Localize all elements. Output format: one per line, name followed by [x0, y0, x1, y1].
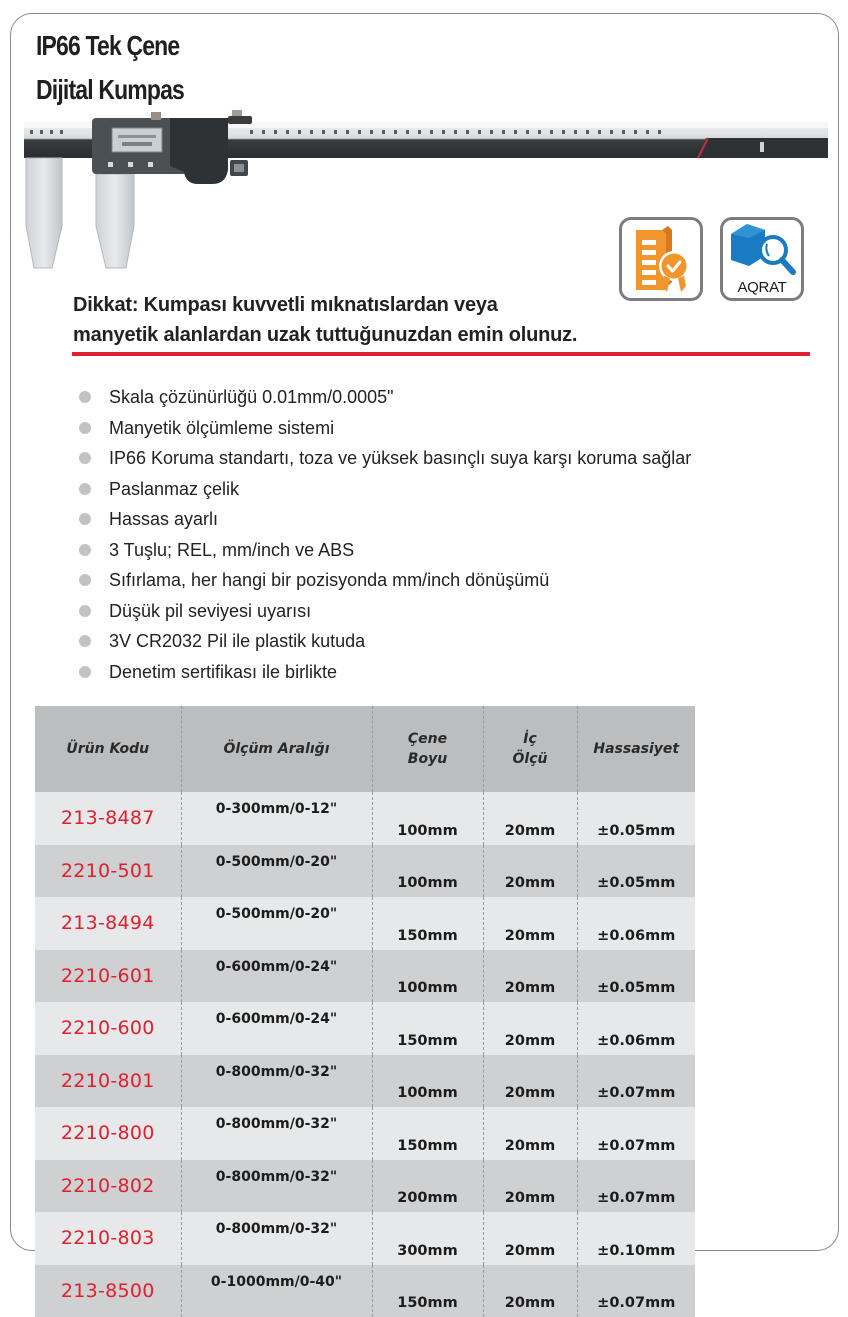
cell-product-code: 2210-600 — [35, 1002, 181, 1055]
header-accuracy: Hassasiyet — [577, 706, 695, 792]
caliper-lcd — [112, 128, 162, 152]
cell-product-code: 213-8500 — [35, 1265, 181, 1317]
cell-accuracy: ±0.07mm — [577, 1265, 695, 1317]
table-row — [35, 792, 695, 845]
cell-jaw-length: 100mm — [372, 1055, 483, 1108]
feature-text: Denetim sertifikası ile birlikte — [109, 662, 337, 682]
feature-item — [76, 565, 691, 596]
cell-inner-measure: 20mm — [483, 845, 577, 898]
cell-jaw-length: 150mm — [372, 1265, 483, 1317]
caliper-fixed-jaw — [26, 158, 62, 268]
table-row — [35, 1265, 695, 1317]
header-inner-measure — [483, 706, 577, 792]
cell-jaw-length: 150mm — [372, 897, 483, 950]
cell-inner-measure: 20mm — [483, 1002, 577, 1055]
table-row — [35, 1055, 695, 1108]
cell-product-code: 2210-800 — [35, 1107, 181, 1160]
header-jaw-line1: Çene — [408, 731, 447, 747]
product-title-line1: IP66 Tek Çene — [36, 30, 179, 62]
caliper-sliding-jaw — [96, 174, 134, 268]
cell-accuracy: ±0.07mm — [577, 1055, 695, 1108]
product-title-line2: Dijital Kumpas — [36, 74, 184, 106]
cell-product-code: 2210-801 — [35, 1055, 181, 1108]
table-row — [35, 1107, 695, 1160]
cell-inner-measure: 20mm — [483, 1055, 577, 1108]
certificate-building-icon — [622, 220, 700, 298]
cell-accuracy: ±0.05mm — [577, 792, 695, 845]
cell-product-code: 2210-501 — [35, 845, 181, 898]
warning-text — [73, 290, 577, 350]
header-jaw-line2: Boyu — [408, 751, 447, 767]
feature-text: Paslanmaz çelik — [109, 479, 239, 499]
feature-text: Skala çözünürlüğü 0.01mm/0.0005" — [109, 387, 394, 407]
bullet-icon — [79, 452, 91, 464]
bullet-icon — [79, 635, 91, 647]
bullet-icon — [79, 483, 91, 495]
warning-line1: Dikkat: Kumpası kuvvetli mıknatıslardan veya — [73, 290, 577, 320]
red-divider — [72, 352, 810, 356]
feature-list — [76, 382, 691, 687]
cell-product-code: 2210-802 — [35, 1160, 181, 1213]
feature-item — [76, 626, 691, 657]
cell-product-code: 213-8494 — [35, 897, 181, 950]
spec-table — [35, 706, 695, 1317]
feature-item — [76, 474, 691, 505]
cell-measuring-range: 0-300mm/0-12" — [181, 792, 372, 845]
bullet-icon — [79, 544, 91, 556]
feature-text: 3V CR2032 Pil ile plastik kutuda — [109, 631, 365, 651]
cell-jaw-length: 150mm — [372, 1107, 483, 1160]
cell-inner-measure: 20mm — [483, 897, 577, 950]
cell-accuracy: ±0.07mm — [577, 1107, 695, 1160]
feature-text: Hassas ayarlı — [109, 509, 218, 529]
feature-item — [76, 535, 691, 566]
cell-measuring-range: 0-600mm/0-24" — [181, 950, 372, 1003]
bullet-icon — [79, 391, 91, 403]
cell-jaw-length: 100mm — [372, 792, 483, 845]
header-inner-line1: İç — [523, 731, 537, 747]
cell-jaw-length: 200mm — [372, 1160, 483, 1213]
cell-accuracy: ±0.10mm — [577, 1212, 695, 1265]
cell-inner-measure: 20mm — [483, 1265, 577, 1317]
table-row — [35, 1002, 695, 1055]
feature-item — [76, 596, 691, 627]
table-row — [35, 950, 695, 1003]
table-row — [35, 845, 695, 898]
cell-product-code: 213-8487 — [35, 792, 181, 845]
bullet-icon — [79, 513, 91, 525]
bullet-icon — [79, 422, 91, 434]
table-row — [35, 1212, 695, 1265]
cell-product-code: 2210-803 — [35, 1212, 181, 1265]
feature-item — [76, 657, 691, 688]
feature-text: Manyetik ölçümleme sistemi — [109, 418, 334, 438]
bullet-icon — [79, 666, 91, 678]
digital-caliper-image — [22, 108, 834, 280]
cell-measuring-range: 0-600mm/0-24" — [181, 1002, 372, 1055]
cell-measuring-range: 0-500mm/0-20" — [181, 845, 372, 898]
cell-inner-measure: 20mm — [483, 1160, 577, 1213]
cell-measuring-range: 0-800mm/0-32" — [181, 1160, 372, 1213]
cell-measuring-range: 0-800mm/0-32" — [181, 1055, 372, 1108]
cell-measuring-range: 0-500mm/0-20" — [181, 897, 372, 950]
table-header-row — [35, 706, 695, 792]
feature-item — [76, 413, 691, 444]
feature-text: 3 Tuşlu; REL, mm/inch ve ABS — [109, 540, 354, 560]
certificate-badge — [619, 217, 703, 301]
cell-accuracy: ±0.06mm — [577, 1002, 695, 1055]
cell-product-code: 2210-601 — [35, 950, 181, 1003]
cell-jaw-length: 100mm — [372, 845, 483, 898]
cell-measuring-range: 0-1000mm/0-40" — [181, 1265, 372, 1317]
cell-accuracy: ±0.06mm — [577, 897, 695, 950]
table-row — [35, 897, 695, 950]
header-jaw-length — [372, 706, 483, 792]
feature-item — [76, 382, 691, 413]
cell-jaw-length: 100mm — [372, 950, 483, 1003]
feature-text: IP66 Koruma standartı, toza ve yüksek basınçlı suya karşı koruma sağlar — [109, 448, 691, 468]
cell-accuracy: ±0.05mm — [577, 950, 695, 1003]
bullet-icon — [79, 574, 91, 586]
header-measuring-range: Ölçüm Aralığı — [181, 706, 372, 792]
cell-inner-measure: 20mm — [483, 792, 577, 845]
feature-text: Sıfırlama, her hangi bir pozisyonda mm/inch dönüşümü — [109, 570, 549, 590]
cell-jaw-length: 150mm — [372, 1002, 483, 1055]
aqrat-label: AQRAT — [723, 279, 801, 296]
bullet-icon — [79, 605, 91, 617]
feature-item — [76, 504, 691, 535]
header-inner-line2: Ölçü — [513, 751, 548, 767]
feature-item — [76, 443, 691, 474]
cell-inner-measure: 20mm — [483, 1212, 577, 1265]
cell-accuracy: ±0.05mm — [577, 845, 695, 898]
warning-line2: manyetik alanlardan uzak tuttuğunuzdan emin olunuz. — [73, 320, 577, 350]
cell-measuring-range: 0-800mm/0-32" — [181, 1107, 372, 1160]
cell-accuracy: ±0.07mm — [577, 1160, 695, 1213]
aqrat-inspection-icon — [723, 220, 801, 280]
cell-inner-measure: 20mm — [483, 1107, 577, 1160]
header-product-code: Ürün Kodu — [35, 706, 181, 792]
cell-inner-measure: 20mm — [483, 950, 577, 1003]
feature-text: Düşük pil seviyesi uyarısı — [109, 601, 311, 621]
aqrat-badge — [720, 217, 804, 301]
cell-measuring-range: 0-800mm/0-32" — [181, 1212, 372, 1265]
cell-jaw-length: 300mm — [372, 1212, 483, 1265]
table-row — [35, 1160, 695, 1213]
